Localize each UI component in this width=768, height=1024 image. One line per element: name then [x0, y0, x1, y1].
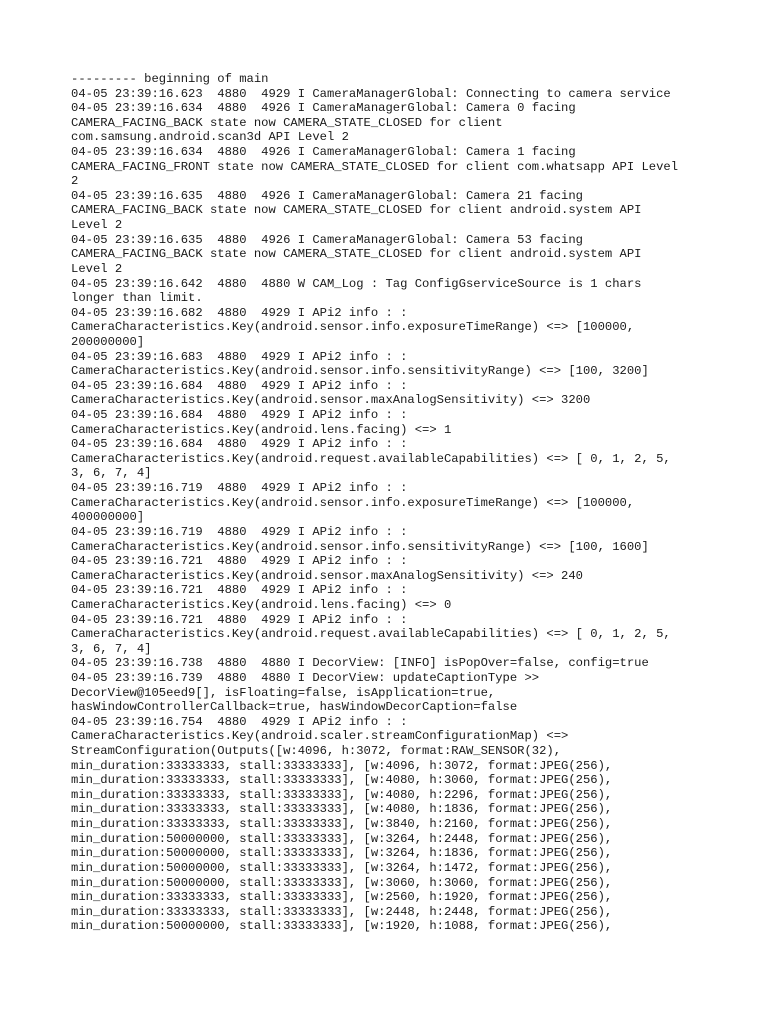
log-text-block: [71, 72, 761, 934]
log-line: CAMERA_FACING_BACK state now CAMERA_STATE_CLOSED for client: [71, 115, 503, 130]
log-line: 04-05 23:39:16.635 4880 4926 I CameraManagerGlobal: Camera 53 facing: [71, 232, 583, 247]
log-line: CameraCharacteristics.Key(android.lens.facing) <=> 0: [71, 597, 452, 612]
log-line: CameraCharacteristics.Key(android.scaler.streamConfigurationMap) <=>: [71, 729, 569, 744]
log-line: min_duration:50000000, stall:33333333], [w:3264, h:2448, format:JPEG(256),: [71, 831, 613, 846]
log-line: 04-05 23:39:16.754 4880 4929 I APi2 info : :: [71, 714, 408, 729]
log-line: Level 2: [71, 218, 123, 233]
log-line: 3, 6, 7, 4]: [71, 641, 152, 656]
log-line: CameraCharacteristics.Key(android.request.availableCapabilities) <=> [ 0, 1, 2, 5,: [71, 451, 671, 466]
log-line: 04-05 23:39:16.634 4880 4926 I CameraManagerGlobal: Camera 0 facing: [71, 101, 576, 116]
log-line: CAMERA_FACING_FRONT state now CAMERA_STATE_CLOSED for client com.whatsapp API Level: [71, 159, 679, 174]
log-line: 04-05 23:39:16.683 4880 4929 I APi2 info : :: [71, 349, 408, 364]
log-line: 04-05 23:39:16.634 4880 4926 I CameraManagerGlobal: Camera 1 facing: [71, 145, 576, 160]
log-line: 04-05 23:39:16.684 4880 4929 I APi2 info : :: [71, 437, 408, 452]
log-line: 200000000]: [71, 334, 145, 349]
log-line: com.samsung.android.scan3d API Level 2: [71, 130, 349, 145]
log-line: 04-05 23:39:16.684 4880 4929 I APi2 info : :: [71, 408, 408, 423]
log-line: min_duration:50000000, stall:33333333], [w:3264, h:1472, format:JPEG(256),: [71, 860, 613, 875]
log-line: 04-05 23:39:16.721 4880 4929 I APi2 info : :: [71, 554, 408, 569]
log-line: CAMERA_FACING_BACK state now CAMERA_STATE_CLOSED for client android.system API: [71, 203, 642, 218]
log-line: CameraCharacteristics.Key(android.sensor.maxAnalogSensitivity) <=> 240: [71, 568, 583, 583]
log-line: 04-05 23:39:16.635 4880 4926 I CameraManagerGlobal: Camera 21 facing: [71, 188, 583, 203]
log-line: 04-05 23:39:16.739 4880 4880 I DecorView: updateCaptionType >>: [71, 670, 540, 685]
log-line: CameraCharacteristics.Key(android.sensor.info.exposureTimeRange) <=> [100000,: [71, 320, 635, 335]
log-line: --------- beginning of main: [71, 72, 269, 86]
log-line: 04-05 23:39:16.721 4880 4929 I APi2 info : :: [71, 583, 408, 598]
log-line: min_duration:50000000, stall:33333333], [w:1920, h:1088, format:JPEG(256),: [71, 919, 613, 934]
log-line: CameraCharacteristics.Key(android.sensor.maxAnalogSensitivity) <=> 3200: [71, 393, 591, 408]
log-line: 04-05 23:39:16.719 4880 4929 I APi2 info : :: [71, 481, 408, 496]
log-line: longer than limit.: [71, 291, 203, 306]
log-line: 04-05 23:39:16.684 4880 4929 I APi2 info : :: [71, 378, 408, 393]
log-line: 04-05 23:39:16.719 4880 4929 I APi2 info : :: [71, 524, 408, 539]
log-line: Level 2: [71, 261, 123, 276]
log-line: min_duration:33333333, stall:33333333], [w:4080, h:3060, format:JPEG(256),: [71, 773, 613, 788]
log-line: min_duration:33333333, stall:33333333], [w:2448, h:2448, format:JPEG(256),: [71, 904, 613, 919]
log-line: 04-05 23:39:16.721 4880 4929 I APi2 info : :: [71, 612, 408, 627]
log-line: CAMERA_FACING_BACK state now CAMERA_STATE_CLOSED for client android.system API: [71, 247, 642, 262]
log-line: min_duration:33333333, stall:33333333], [w:4080, h:1836, format:JPEG(256),: [71, 802, 613, 817]
log-line: StreamConfiguration(Outputs([w:4096, h:3072, format:RAW_SENSOR(32),: [71, 744, 562, 759]
log-line: min_duration:50000000, stall:33333333], [w:3264, h:1836, format:JPEG(256),: [71, 846, 613, 861]
log-line: 3, 6, 7, 4]: [71, 466, 152, 481]
log-line: hasWindowControllerCallback=true, hasWindowDecorCaption=false: [71, 700, 518, 715]
log-line: 04-05 23:39:16.738 4880 4880 I DecorView: [INFO] isPopOver=false, config=true: [71, 656, 649, 671]
log-line: CameraCharacteristics.Key(android.sensor.info.sensitivityRange) <=> [100, 3200]: [71, 364, 649, 379]
log-line: 04-05 23:39:16.642 4880 4880 W CAM_Log : Tag ConfigGserviceSource is 1 chars: [71, 276, 642, 291]
log-line: 04-05 23:39:16.682 4880 4929 I APi2 info : :: [71, 305, 408, 320]
log-line: 2: [71, 174, 79, 189]
log-line: CameraCharacteristics.Key(android.request.availableCapabilities) <=> [ 0, 1, 2, 5,: [71, 627, 671, 642]
log-line: DecorView@105eed9[], isFloating=false, isApplication=true,: [71, 685, 496, 700]
log-line: min_duration:50000000, stall:33333333], [w:3060, h:3060, format:JPEG(256),: [71, 875, 613, 890]
log-line: min_duration:33333333, stall:33333333], [w:2560, h:1920, format:JPEG(256),: [71, 890, 613, 905]
log-line: CameraCharacteristics.Key(android.sensor.info.sensitivityRange) <=> [100, 1600]: [71, 539, 649, 554]
log-line: 04-05 23:39:16.623 4880 4929 I CameraManagerGlobal: Connecting to camera service: [71, 86, 671, 101]
log-line: min_duration:33333333, stall:33333333], [w:3840, h:2160, format:JPEG(256),: [71, 817, 613, 832]
log-line: min_duration:33333333, stall:33333333], [w:4080, h:2296, format:JPEG(256),: [71, 787, 613, 802]
log-line: CameraCharacteristics.Key(android.sensor.info.exposureTimeRange) <=> [100000,: [71, 495, 635, 510]
log-line: 400000000]: [71, 510, 145, 525]
log-line: CameraCharacteristics.Key(android.lens.facing) <=> 1: [71, 422, 452, 437]
log-line: min_duration:33333333, stall:33333333], [w:4096, h:3072, format:JPEG(256),: [71, 758, 613, 773]
